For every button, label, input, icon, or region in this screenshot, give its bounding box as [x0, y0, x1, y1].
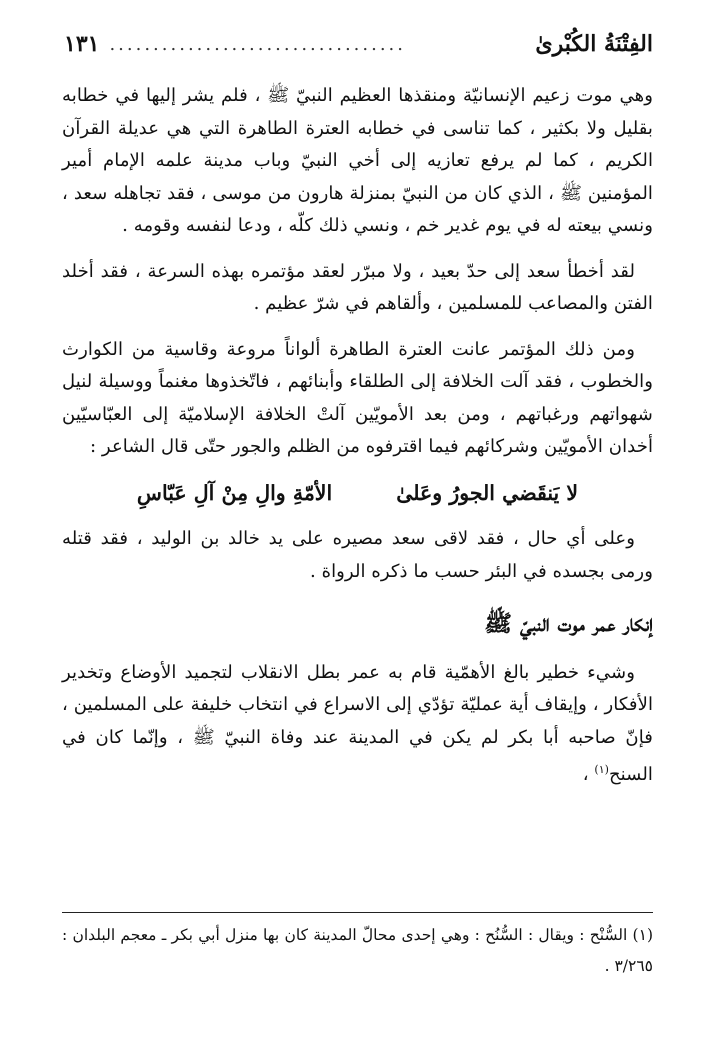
footnote-divider	[62, 912, 653, 913]
paragraph-5	[62, 657, 653, 792]
verse-second-hemistich: الأمّةِ والِ مِنْ آلِ عَبّاسِ	[136, 480, 333, 505]
page-header	[64, 26, 653, 62]
poetry-verse	[62, 477, 653, 510]
paragraph-2: لقد أخطأ سعد إلى حدّ بعيد ، ولا مبرّر لعقد مؤتمره بهذه السرعة ، فقد أخلد الفتن والمصاعب للمسلمين ، وألقاهم في شرّ عظيم .	[62, 260, 653, 314]
paragraph-4: وعلى أي حال ، فقد لاقى سعد مصيره على يد خالد بن الوليد ، فقد قتله ورمى بجسده في البئر حسب ما ذكره الرواة .	[62, 528, 653, 582]
footnote-reference: (١)	[594, 763, 609, 776]
paragraph-3: ومن ذلك المؤتمر عانت العترة الطاهرة ألواناً مروعة وقاسية من الكوارث والخطوب ، فقد آلت الخلافة إلى الطلقاء وأبنائهم ، فاتّخذوها مغنماً ووسيلة لنيل شهواتهم ورغباتهم ، ومن بعد الأمويّين آلتْ الخلافة الإسلاميّة إلى العبّاسيّين أخدان الأمويّين وشركائهم فيما اقترفوه من الظلم والجور حتّى قال الشاعر :	[62, 338, 653, 457]
verse-first-hemistich: لا يَنقَضي الجورُ وعَلىٰ	[396, 480, 579, 505]
paragraph-5-end: ،	[582, 764, 595, 786]
paragraph-1: وهي موت زعيم الإنسانيّة ومنقذها العظيم النبيّ ﷺ ، فلم يشر إليها في خطابه بقليل ولا بكثير ، كما تناسى في خطابه العترة الطاهرة التي هي عديلة القرآن الكريم ، كما لم يرفع تعازيه إلى أخي النبيّ وباب مدينة علمه الإمام أمير المؤمنين ﷺ ، الذي كان من النبيّ بمنزلة هارون من موسى ، فقد تجاهله سعد ، ونسي بيعته له في يوم غدير خم ، ونسي ذلك كلّه ، ودعا لنفسه وقومه .	[62, 85, 653, 236]
footnote-1: (١) السُّنْح : ويقال : السُّنُح : وهي إحدى محالّ المدينة كان بها منزل أبي بكر ـ معجم البلدان : ٣/٢٦٥ .	[62, 926, 653, 975]
page-number: ١٣١	[64, 31, 100, 57]
paragraph-5-text: وشيء خطير بالغ الأهمّية قام به عمر بطل الانقلاب لتجميد الأوضاع وتخدير الأفكار ، وإيقاف أية عمليّة تؤدّي إلى الاسراع في انتخاب خليفة على المسلمين ، فإنّ صاحبه أبا بكر لم يكن في المدينة عند وفاة النبيّ ﷺ ، وإنّما كان في السنح	[62, 661, 653, 786]
leader-dots: ..................................	[109, 33, 406, 55]
footnotes	[62, 920, 653, 982]
main-text	[62, 80, 653, 805]
running-title: الفِتْنَةُ الكُبْرىٰ	[535, 31, 653, 57]
section-heading: إنكار عمر موت النبيّ ﷺ	[484, 610, 653, 637]
